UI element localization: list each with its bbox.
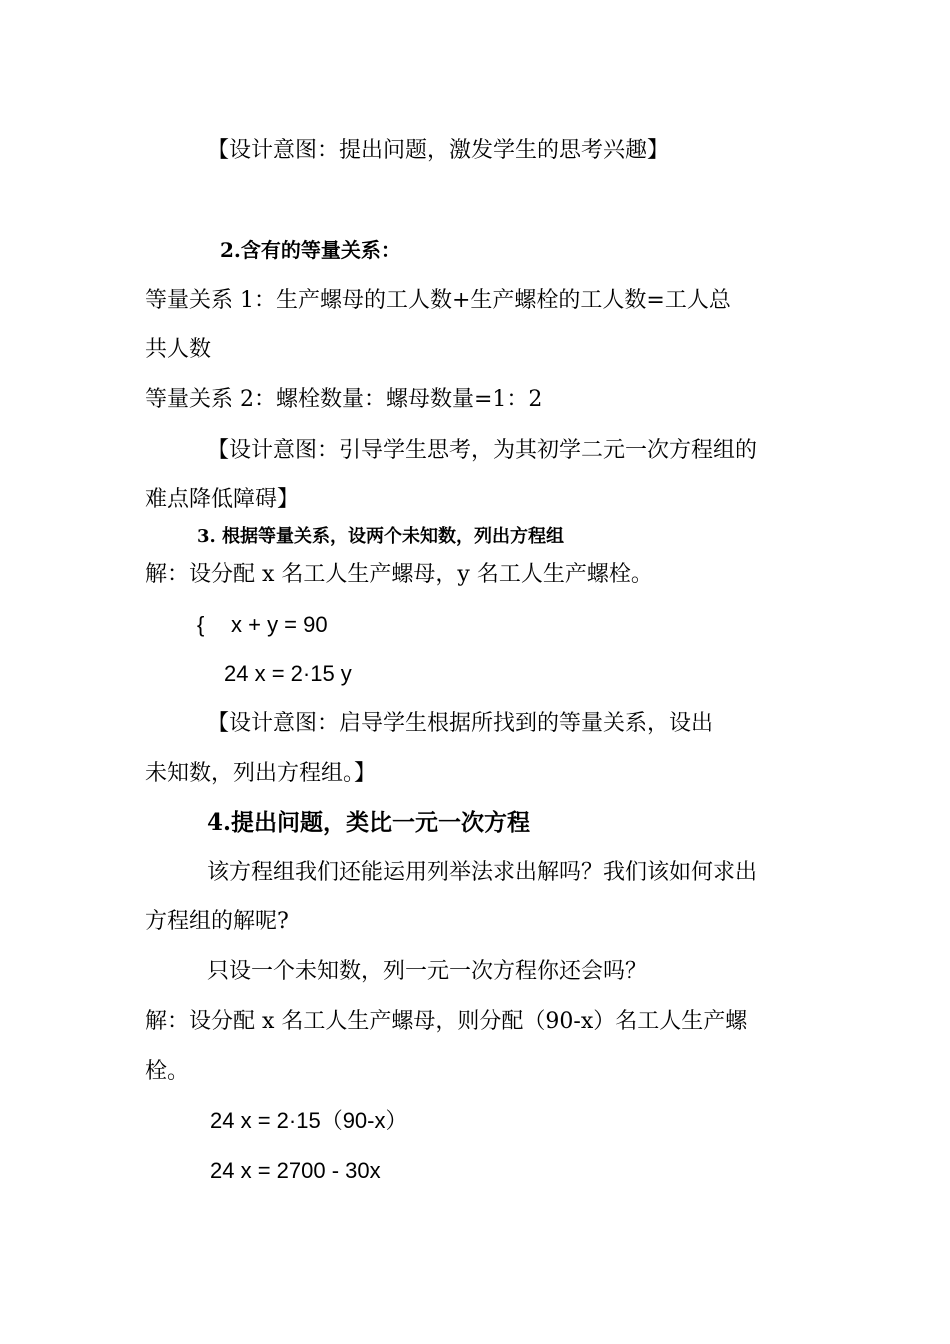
equation-b: 24 x = 2700 - 30x: [210, 1158, 381, 1183]
design-intent-3-line-2: 未知数，列出方程组。】: [145, 761, 377, 786]
solution-2-line-1: 解：设分配 x 名工人生产螺母，则分配（90-x）名工人生产螺: [145, 1009, 748, 1034]
relation-1-line-2: 共人数: [145, 337, 212, 362]
solution-2-line-2: 栓。: [145, 1059, 190, 1084]
system-brace: {: [197, 612, 205, 637]
solution-1: 解：设分配 x 名工人生产螺母，y 名工人生产螺栓。: [145, 562, 653, 587]
design-intent-3-line-1: 【设计意图：启导学生根据所找到的等量关系，设出: [207, 711, 714, 736]
relation-2: 等量关系 2：螺栓数量：螺母数量=1：2: [145, 387, 543, 412]
design-intent-2-line-2: 难点降低障碍】: [145, 487, 300, 512]
relation-1-line-1: 等量关系 1：生产螺母的工人数+生产螺栓的工人数=工人总: [145, 288, 731, 313]
system-equation-1: x + y = 90: [231, 612, 328, 637]
section-4-title: 4.提出问题，类比一元一次方程: [207, 809, 531, 836]
section-2-title: 2.含有的等量关系：: [220, 238, 401, 262]
question-1-line-1: 该方程组我们还能运用列举法求出解吗？我们该如何求出: [207, 860, 758, 885]
equation-a: 24 x = 2·15（90-x）: [210, 1108, 408, 1133]
design-intent-2-line-1: 【设计意图：引导学生思考，为其初学二元一次方程组的: [207, 438, 758, 463]
section-3-title: 3. 根据等量关系，设两个未知数，列出方程组: [197, 526, 565, 547]
system-equation-2: 24 x = 2·15 y: [224, 661, 352, 686]
question-1-line-2: 方程组的解呢?: [145, 909, 289, 934]
design-intent-1: 【设计意图：提出问题，激发学生的思考兴趣】: [207, 138, 670, 163]
question-2: 只设一个未知数，列一元一次方程你还会吗？: [207, 959, 648, 984]
